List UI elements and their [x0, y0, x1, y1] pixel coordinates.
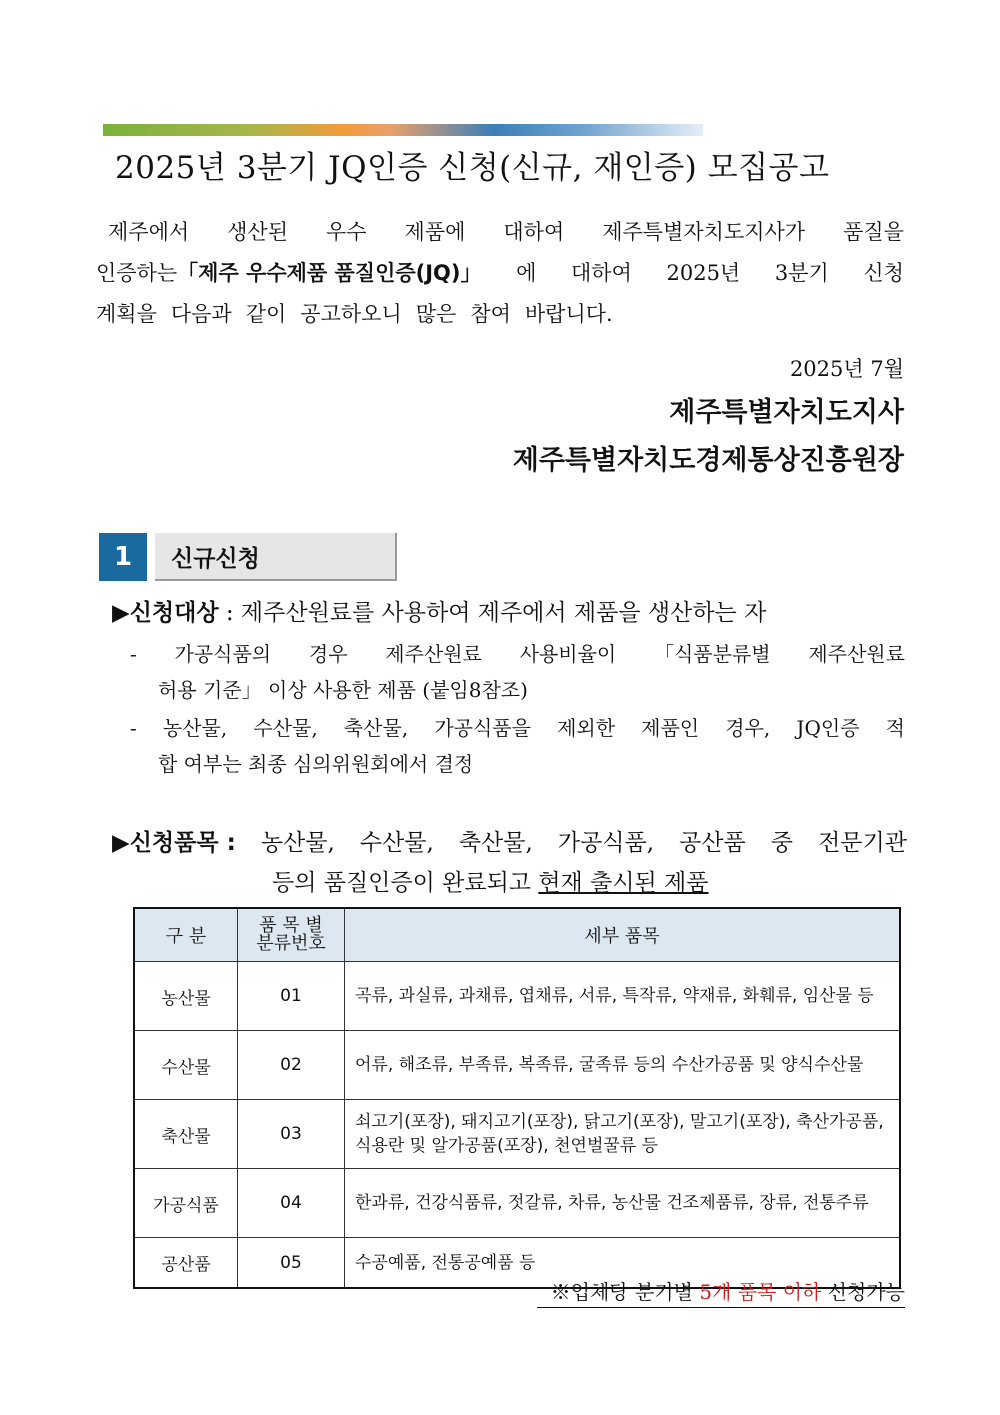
- current-products-underlined: 현재 출시된 제품: [538, 870, 709, 896]
- header-gradient-bar: [103, 124, 703, 136]
- bullet-processed-food: - 가공식품의 경우 제주산원료 사용비율이 「식품분류별 제주산원료 허용 기준」 이상 사용한 제품 (붙임8참조): [130, 642, 905, 702]
- application-items: ▶신청품목 : 농산물, 수산물, 축산물, 가공식품, 공산품 중 전문기관 등의 품질인증이 완료되고 현재 출시된 제품: [112, 823, 907, 903]
- signer-governor: 제주특별자치도지사: [669, 397, 904, 428]
- table-row: 가공식품 04 한과류, 건강식품류, 젓갈류, 차류, 농산물 건조제품류, 장류, 전통주류: [134, 1169, 900, 1238]
- section-title: 신규신청: [155, 533, 397, 581]
- announcement-date: 2025년 7월: [789, 357, 904, 381]
- bullet-other-products: - 농산물, 수산물, 축산물, 가공식품을 제외한 제품인 경우, JQ인증 적 합 여부는 최종 심의위원회에서 결정: [130, 716, 905, 776]
- signer-agency: 제주특별자치도경제통상진흥원장: [512, 445, 904, 476]
- item-category-table: [133, 907, 901, 1289]
- intro-paragraph: [96, 212, 904, 335]
- table-row: 공산품 05 수공예품, 전통공예품 등: [134, 1238, 900, 1289]
- limit-note: ※업체당 분기별 5개 품목 이하 신청가능: [537, 1276, 905, 1308]
- header-category: 구 분: [134, 908, 238, 962]
- target-label: ▶신청대상: [112, 600, 219, 626]
- table-row: 농산물 01 곡류, 과실류, 과채류, 엽채류, 서류, 특작류, 약재류, 화훼류, 임산물 등: [134, 962, 900, 1031]
- application-target: [112, 594, 766, 627]
- program-name: 「제주 우수제품 품질인증(JQ)」: [177, 261, 482, 285]
- table-header-row: [134, 908, 900, 962]
- header-detail: 세부 품목: [345, 908, 901, 962]
- section-number-badge: 1: [99, 533, 147, 581]
- intro-line-3: 계획을 다음과 같이 공고하오니 많은 참여 바랍니다.: [96, 302, 613, 326]
- limit-note-highlight: 5개 품목 이하: [699, 1280, 822, 1304]
- table-row: 수산물 02 어류, 해조류, 부족류, 복족류, 굴족류 등의 수산가공품 및 양식수산물: [134, 1031, 900, 1100]
- table-row: 축산물 03 쇠고기(포장), 돼지고기(포장), 닭고기(포장), 말고기(포장), 축산가공품, 식용란 및 알가공품(포장), 천연벌꿀류 등: [134, 1100, 900, 1169]
- header-code: 품 목 별 분류번호: [238, 908, 345, 962]
- items-label: ▶신청품목 :: [112, 830, 236, 856]
- target-text: : 제주산원료를 사용하여 제주에서 제품을 생산하는 자: [218, 600, 767, 626]
- intro-line-1: 제주에서 생산된 우수 제품에 대하여 제주특별자치도지사가 품질을: [108, 220, 904, 244]
- page-title: 2025년 3분기 JQ인증 신청(신규, 재인증) 모집공고: [115, 150, 830, 186]
- intro-line-2: 인증하는「제주 우수제품 품질인증(JQ)」 에 대하여 2025년 3분기 신청: [96, 261, 904, 285]
